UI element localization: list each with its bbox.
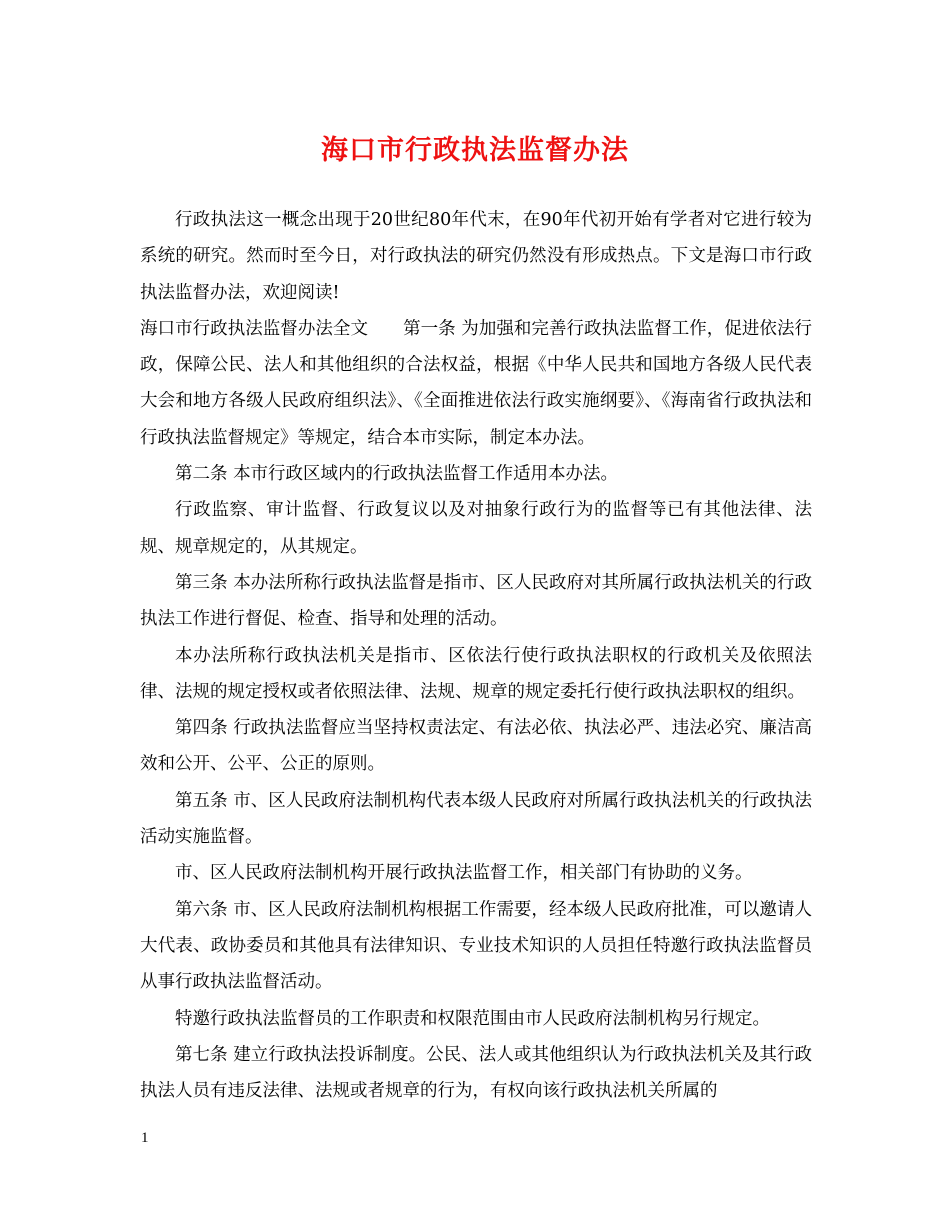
article-2-clause-paragraph: 行政监察、审计监督、行政复议以及对抽象行政行为的监督等已有其他法律、法规、规章规定的，从其规定。 xyxy=(140,500,812,557)
document-body xyxy=(140,202,812,1109)
intro-paragraph: 行政执法这一概念出现于20世纪80年代末，在90年代初开始有学者对它进行较为系统的研究。然而时至今日，对行政执法的研究仍然没有形成热点。下文是海口市行政执法监督办法，欢迎阅读! xyxy=(140,210,812,303)
document-title: 海口市行政执法监督办法 xyxy=(321,135,629,166)
article-6-clause-paragraph: 特邀行政执法监督员的工作职责和权限范围由市人民政府法制机构另行规定。 xyxy=(175,1008,770,1029)
article-6-paragraph: 第六条 市、区人民政府法制机构根据工作需要，经本级人民政府批准，可以邀请人大代表、政协委员和其他具有法律知识、专业技术知识的人员担任特邀行政执法监督员从事行政执法监督活动。 xyxy=(140,899,812,993)
article-1-paragraph: 海口市行政执法监督办法全文 第一条 为加强和完善行政执法监督工作，促进依法行政，保障公民、法人和其他组织的合法权益，根据《中华人民共和国地方各级人民代表大会和地方各级人民政府组织法》、《全面推进依法行政实施纲要》、《海南省行政执法和行政执法监督规定》等规定，结合本市实际，制定本办法。 xyxy=(140,318,812,448)
article-4-paragraph: 第四条 行政执法监督应当坚持权责法定、有法必依、执法必严、违法必究、廉洁高效和公开、公平、公正的原则。 xyxy=(140,718,812,775)
article-3-paragraph: 第三条 本办法所称行政执法监督是指市、区人民政府对其所属行政执法机关的行政执法工作进行督促、检查、指导和处理的活动。 xyxy=(140,572,812,630)
article-5-paragraph: 第五条 市、区人民政府法制机构代表本级人民政府对所属行政执法机关的行政执法活动实施监督。 xyxy=(140,790,812,848)
page-number: 1 xyxy=(141,1130,149,1146)
article-2-paragraph: 第二条 本市行政区域内的行政执法监督工作适用本办法。 xyxy=(175,464,619,485)
article-7-paragraph: 第七条 建立行政执法投诉制度。公民、法人或其他组织认为行政执法机关及其行政执法人员有违反法律、法规或者规章的行为，有权向该行政执法机关所属的 xyxy=(140,1044,812,1102)
article-5-clause-paragraph: 市、区人民政府法制机构开展行政执法监督工作，相关部门有协助的义务。 xyxy=(175,863,753,884)
article-3-clause-paragraph: 本办法所称行政执法机关是指市、区依法行使行政执法职权的行政机关及依照法律、法规的规定授权或者依照法律、法规、规章的规定委托行使行政执法职权的组织。 xyxy=(140,645,812,702)
